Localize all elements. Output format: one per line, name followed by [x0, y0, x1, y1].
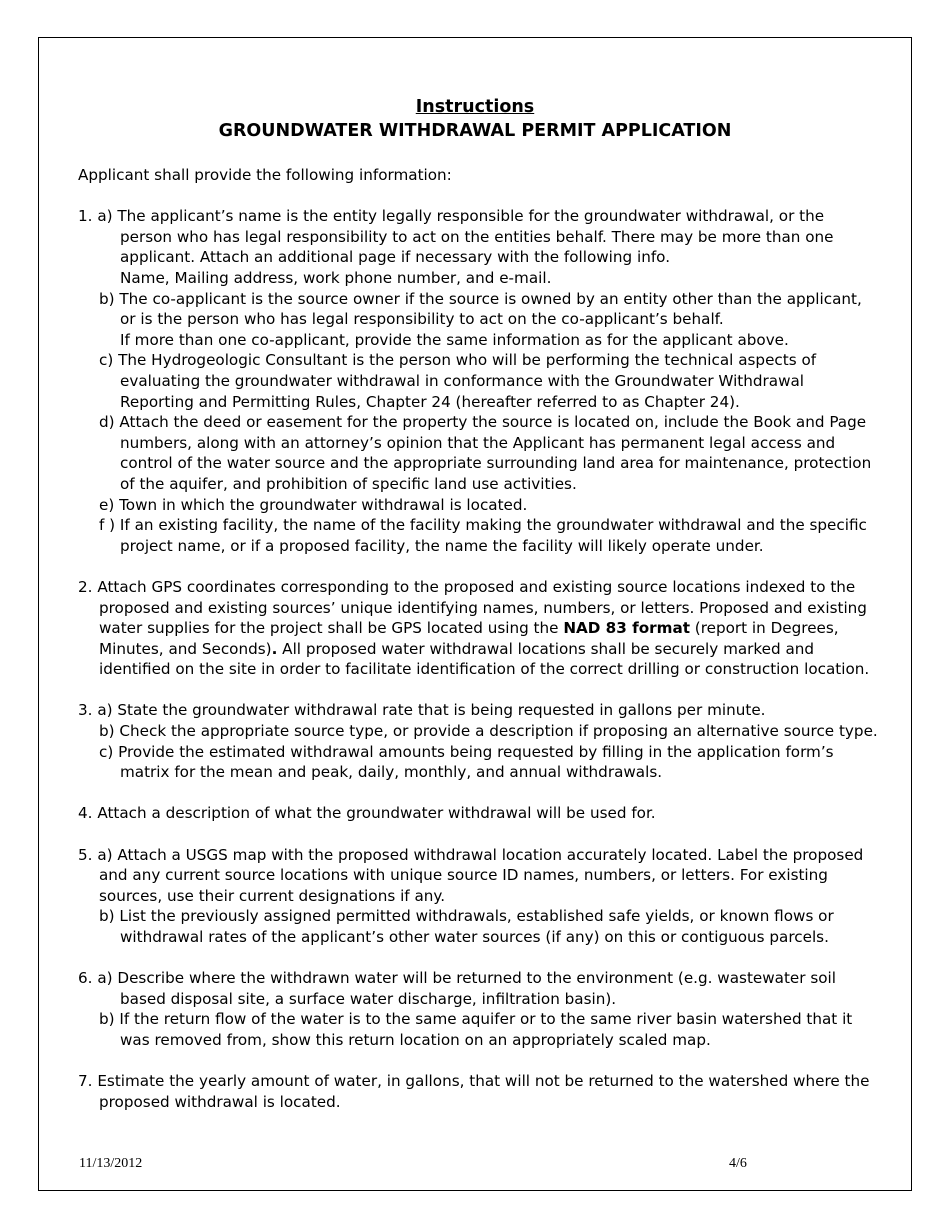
item-2-line-4-period: .: [271, 640, 278, 658]
intro-text: Applicant shall provide the following information:: [78, 166, 452, 184]
page-subtitle: GROUNDWATER WITHDRAWAL PERMIT APPLICATION: [218, 121, 732, 141]
item-1d-line-2: numbers, along with an attorney’s opinion that the Applicant has permanent legal access and: [120, 434, 836, 452]
item-3c-line-2: matrix for the mean and peak, daily, monthly, and annual withdrawals.: [120, 763, 663, 781]
item-6a-line-2: based disposal site, a surface water discharge, infiltration basin).: [120, 990, 617, 1008]
item-1f-line-1: f ) If an existing facility, the name of the facility making the groundwater withdrawal and the specific: [99, 516, 867, 534]
item-3a-line-1: 3. a) State the groundwater withdrawal rate that is being requested in gallons per minute.: [78, 701, 766, 719]
item-2-line-4-a: Minutes, and Seconds): [99, 640, 272, 658]
item-7-line-1: 7. Estimate the yearly amount of water, in gallons, that will not be returned to the watershed where the: [78, 1072, 870, 1090]
item-2-line-1: 2. Attach GPS coordinates corresponding to the proposed and existing source locations indexed to the: [78, 578, 856, 596]
item-1d-line-3: control of the water source and the appropriate surrounding land area for maintenance, protection: [120, 454, 872, 472]
item-2-line-5: identified on the site in order to facilitate identification of the correct drilling or construction location.: [99, 660, 870, 678]
item-6b-line-2: was removed from, show this return location on an appropriately scaled map.: [120, 1031, 711, 1049]
item-1b-line-2: or is the person who has legal responsibility to act on the co-applicant’s behalf.: [120, 310, 724, 328]
item-1c-line-2: evaluating the groundwater withdrawal in conformance with the Groundwater Withdrawal: [120, 372, 805, 390]
item-2-line-3: [99, 618, 839, 638]
item-1a-line-1: 1. a) The applicant’s name is the entity legally responsible for the groundwater withdrawal, or the: [78, 207, 825, 225]
item-1a-line-3: applicant. Attach an additional page if necessary with the following info.: [120, 248, 671, 266]
nad83-format-emphasis: NAD 83 format: [563, 619, 690, 637]
item-2-line-4: [99, 639, 814, 659]
item-6a-line-1: 6. a) Describe where the withdrawn water will be returned to the environment (e.g. wastewater soil: [78, 969, 836, 987]
item-5a-line-1: 5. a) Attach a USGS map with the proposed withdrawal location accurately located. Label the proposed: [78, 846, 864, 864]
page-title: Instructions: [415, 97, 535, 117]
item-4-line-1: 4. Attach a description of what the groundwater withdrawal will be used for.: [78, 804, 656, 822]
item-2-line-2: proposed and existing sources’ unique identifying names, numbers, or letters. Proposed and existing: [99, 599, 867, 617]
item-5a-line-3: sources, use their current designations if any.: [99, 887, 446, 905]
item-5b-line-2: withdrawal rates of the applicant’s other water sources (if any) on this or contiguous parcels.: [120, 928, 829, 946]
item-1c-line-3: Reporting and Permitting Rules, Chapter 24 (hereafter referred to as Chapter 24).: [120, 393, 740, 411]
item-1d-line-1: d) Attach the deed or easement for the property the source is located on, include the Book and Page: [99, 413, 867, 431]
footer-page-number: 4/6: [729, 1156, 747, 1171]
item-5a-line-2: and any current source locations with unique source ID names, numbers, or letters. For existing: [99, 866, 828, 884]
item-1c-line-1: c) The Hydrogeologic Consultant is the person who will be performing the technical aspects of: [99, 351, 817, 369]
item-2-line-4-c: All proposed water withdrawal locations shall be securely marked and: [277, 640, 815, 658]
item-3c-line-1: c) Provide the estimated withdrawal amounts being requested by filling in the application form’s: [99, 743, 834, 761]
item-7-line-2: proposed withdrawal is located.: [99, 1093, 341, 1111]
item-6b-line-1: b) If the return flow of the water is to the same aquifer or to the same river basin watershed that it: [99, 1010, 853, 1028]
item-1e-line-1: e) Town in which the groundwater withdrawal is located.: [99, 496, 528, 514]
item-2-line-3-c: (report in Degrees,: [689, 619, 839, 637]
footer-date: 11/13/2012: [79, 1156, 143, 1171]
item-3b-line-1: b) Check the appropriate source type, or provide a description if proposing an alternative source type.: [99, 722, 878, 740]
item-1f-line-2: project name, or if a proposed facility, the name the facility will likely operate under.: [120, 537, 764, 555]
item-1a-line-4: Name, Mailing address, work phone number, and e-mail.: [120, 269, 552, 287]
item-1b-line-3: If more than one co-applicant, provide the same information as for the applicant above.: [120, 331, 789, 349]
item-1d-line-4: of the aquifer, and prohibition of specific land use activities.: [120, 475, 577, 493]
item-1b-line-1: b) The co-applicant is the source owner if the source is owned by an entity other than the applicant,: [99, 290, 862, 308]
item-1a-line-2: person who has legal responsibility to act on the entities behalf. There may be more than one: [120, 228, 834, 246]
item-5b-line-1: b) List the previously assigned permitted withdrawals, established safe yields, or known flows or: [99, 907, 834, 925]
item-2-line-3-a: water supplies for the project shall be GPS located using the: [99, 619, 564, 637]
